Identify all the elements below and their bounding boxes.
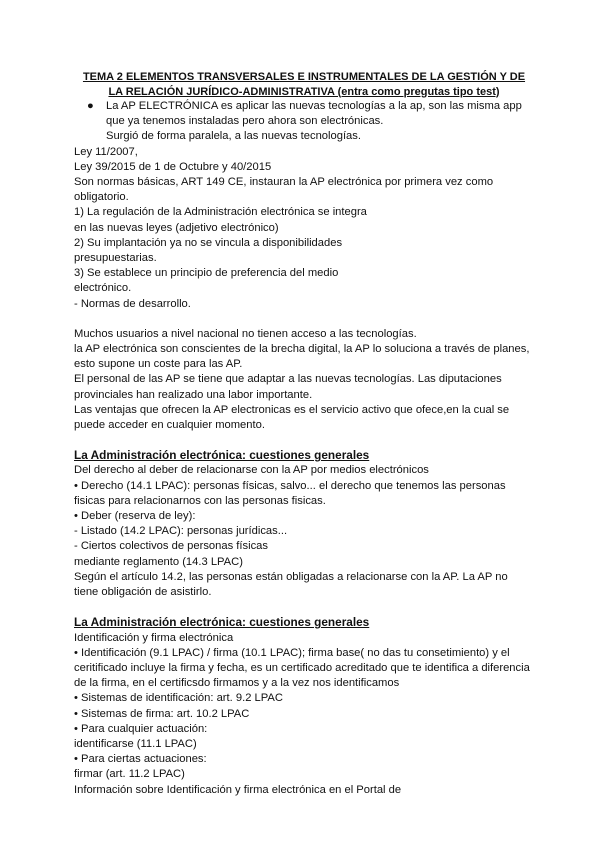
text-line: Información sobre Identificación y firma electrónica en el Portal de xyxy=(74,783,402,796)
bullet-text-line: que ya tenemos instaladas pero ahora son electrónicas. xyxy=(106,115,384,128)
text-line: la AP electrónica son conscientes de la brecha digital, la AP lo soluciona a través de planes, xyxy=(74,343,530,356)
text-line: Las ventajas que ofrecen la AP electronicas es el servicio activo que ofece,en la cual se xyxy=(74,403,510,416)
title-line: LA RELACIÓN JURÍDICO-ADMINISTRATIVA (entra como pregutas tipo test) xyxy=(108,85,500,98)
document-title xyxy=(74,70,534,99)
text-line: Según el artículo 14.2, las personas están obligadas a relacionarse con la AP. La AP no xyxy=(74,570,508,583)
text-line: tiene obligación de asistirlo. xyxy=(74,586,212,599)
technology-paragraph xyxy=(74,327,534,433)
text-line: obligatorio. xyxy=(74,191,129,204)
text-line: • Para cualquier actuación: xyxy=(74,722,208,735)
text-line: - Listado (14.2 LPAC): personas jurídicas... xyxy=(74,525,288,538)
paragraph-gap xyxy=(74,600,534,615)
bullet-text-line: Surgió de forma paralela, a las nuevas tecnologías. xyxy=(106,130,361,143)
text-line: • Sistemas de firma: art. 10.2 LPAC xyxy=(74,707,250,720)
title-line: TEMA 2 ELEMENTOS TRANSVERSALES E INSTRUMENTALES DE LA GESTIÓN Y DE xyxy=(82,71,526,83)
section-general-questions-2 xyxy=(74,615,534,797)
text-line: de la firma, en el certificsdo firmamos y a la vez nos identificamos xyxy=(74,677,400,690)
text-line: • Para ciertas actuaciones: xyxy=(74,753,207,766)
text-line: 1) La regulación de la Administración electrónica se integra xyxy=(74,206,367,219)
text-line: • Derecho (14.1 LPAC): personas físicas, salvo... el derecho que tenemos las personas xyxy=(74,479,506,492)
bullet-icon: ● xyxy=(87,100,94,112)
document-body xyxy=(74,70,534,798)
text-line: • Identificación (9.1 LPAC) / firma (10.1 LPAC); firma base( no das tu consetimiento) y el xyxy=(74,646,510,659)
paragraph-gap xyxy=(74,312,534,327)
text-line: provinciales han realizado una labor importante. xyxy=(74,388,313,401)
text-line: Muchos usuarios a nivel nacional no tienen acceso a las tecnologías. xyxy=(74,327,417,340)
text-line: • Deber (reserva de ley): xyxy=(74,510,196,523)
text-line: 3) Se establece un principio de preferencia del medio xyxy=(74,267,339,280)
text-line: firmar (art. 11.2 LPAC) xyxy=(74,768,185,781)
text-line: presupuestarias. xyxy=(74,252,157,265)
section-general-questions-1 xyxy=(74,448,534,600)
text-line: esto supone un coste para las AP. xyxy=(74,358,243,371)
text-line: - Normas de desarrollo. xyxy=(74,297,191,310)
text-line: ceritificado incluye la firma y fecha, es un certificado acreditado que te identifica a diferencia xyxy=(74,661,530,674)
bullet-item xyxy=(74,99,534,145)
text-line: mediante reglamento (14.3 LPAC) xyxy=(74,555,243,568)
text-line: Son normas básicas, ART 149 CE, instauran la AP electrónica por primera vez como xyxy=(74,176,494,189)
text-line: en las nuevas leyes (adjetivo electrónico) xyxy=(74,221,279,234)
text-line: Ley 11/2007, xyxy=(74,145,138,158)
section-heading: La Administración electrónica: cuestiones generales xyxy=(74,615,370,630)
text-line: electrónico. xyxy=(74,282,132,295)
text-line: El personal de las AP se tiene que adaptar a las nuevas tecnologías. Las diputaciones xyxy=(74,373,502,386)
paragraph-gap xyxy=(74,433,534,448)
text-line: • Sistemas de identificación: art. 9.2 LPAC xyxy=(74,692,283,705)
section-heading: La Administración electrónica: cuestiones generales xyxy=(74,448,370,463)
text-line: Del derecho al deber de relacionarse con la AP por medios electrónicos xyxy=(74,464,429,477)
intro-paragraph xyxy=(74,145,534,312)
text-line: fisicas para relacionarnos con las personas fisicas. xyxy=(74,494,326,507)
text-line: Identificación y firma electrónica xyxy=(74,631,234,644)
text-line: 2) Su implantación ya no se vincula a disponibilidades xyxy=(74,236,343,249)
text-line: - Ciertos colectivos de personas físicas xyxy=(74,540,268,553)
text-line: puede acceder en cualquier momento. xyxy=(74,419,265,432)
bullet-text-line: La AP ELECTRÓNICA es aplicar las nuevas tecnologías a la ap, son las misma app xyxy=(106,100,522,112)
text-line: identificarse (11.1 LPAC) xyxy=(74,737,197,750)
text-line: Ley 39/2015 de 1 de Octubre y 40/2015 xyxy=(74,160,272,173)
